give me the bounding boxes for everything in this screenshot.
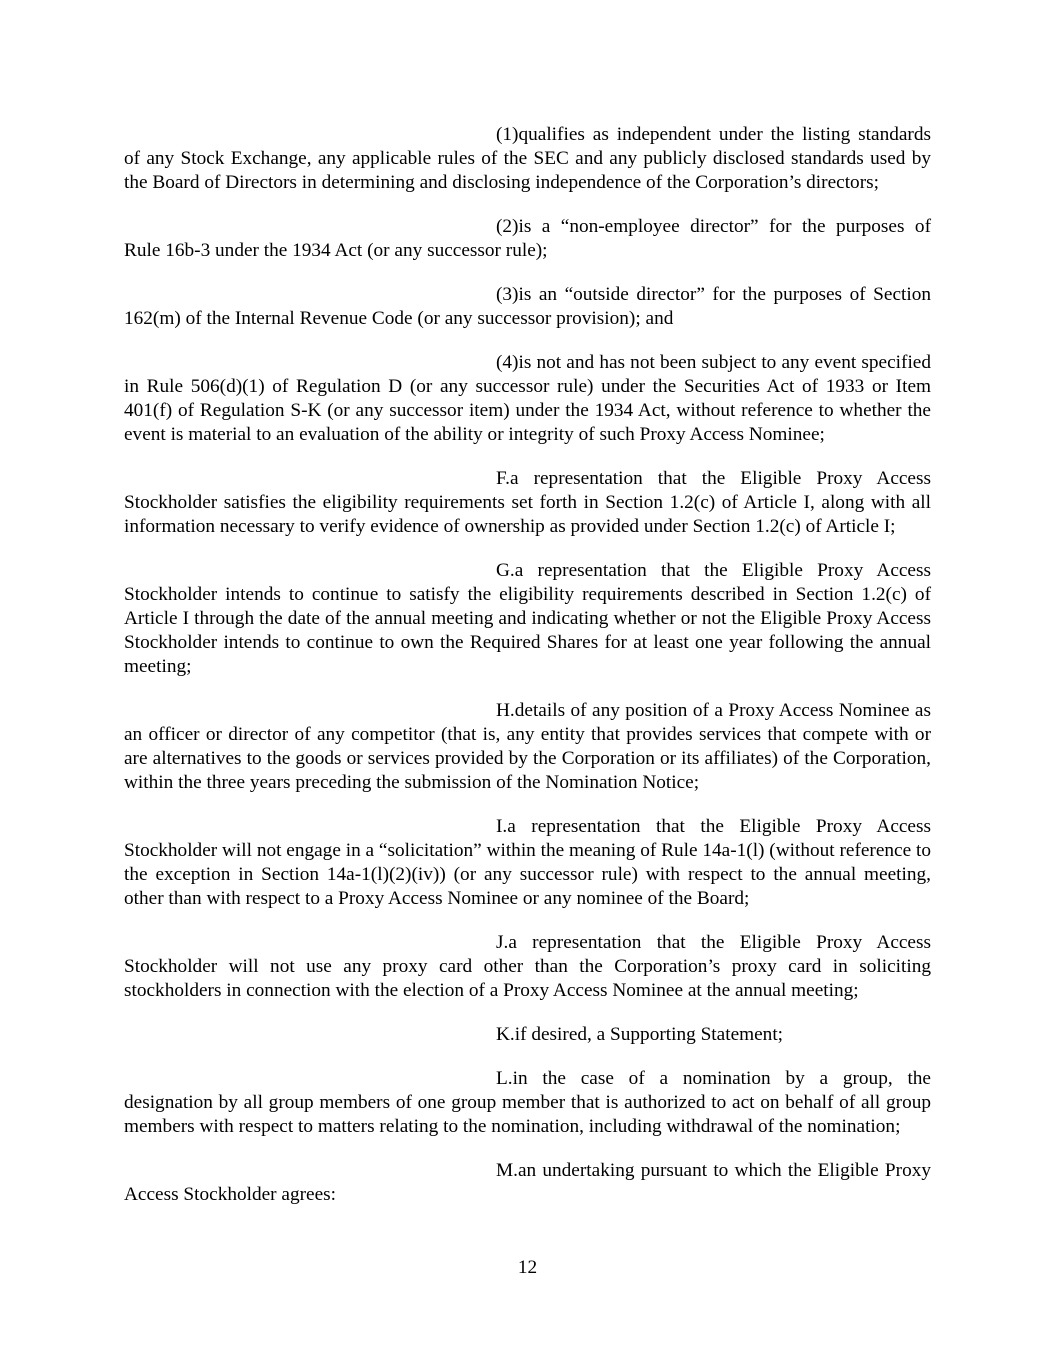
item-label: L.	[496, 1068, 513, 1089]
paragraph-item-g	[124, 559, 931, 679]
item-label: G.	[496, 560, 515, 581]
item-text: is a “non-employee director” for the purposes of Rule 16b-3 under the 1934 Act (or any successor rule);	[124, 216, 931, 261]
item-label: (4)	[496, 352, 519, 373]
item-label: (1)	[496, 124, 519, 145]
page-number: 12	[517, 1257, 538, 1278]
paragraph-item-h	[124, 699, 931, 795]
paragraph-item-3	[124, 283, 931, 331]
item-label: J.	[496, 932, 509, 953]
item-text: is an “outside director” for the purposes of Section 162(m) of the Internal Revenue Code (or any successor provision); and	[124, 284, 931, 329]
paragraph-item-k	[124, 1023, 931, 1047]
item-text: in the case of a nomination by a group, the designation by all group members of one group member that is authorized to act on behalf of all group members with respect to matters relating to the nomination, including withdrawal of the nomination;	[124, 1068, 931, 1137]
paragraph-item-j	[124, 931, 931, 1003]
item-label: I.	[496, 816, 508, 837]
item-text: a representation that the Eligible Proxy Access Stockholder will not use any proxy card other than the Corporation’s proxy card in soliciting stockholders in connection with the election of a Proxy Access Nominee at the annual meeting;	[124, 932, 931, 1001]
item-label: (3)	[496, 284, 519, 305]
item-text: qualifies as independent under the listing standards of any Stock Exchange, any applicable rules of the SEC and any publicly disclosed standards used by the Board of Directors in determining and disclosing independence of the Corporation’s directors;	[124, 124, 931, 193]
item-text: a representation that the Eligible Proxy Access Stockholder intends to continue to satisfy the eligibility requirements described in Section 1.2(c) of Article I through the date of the annual meeting and indicating whether or not the Eligible Proxy Access Stockholder intends to continue to own the Required Shares for at least one year following the annual meeting;	[124, 560, 931, 677]
paragraph-item-2	[124, 215, 931, 263]
item-text: if desired, a Supporting Statement;	[514, 1024, 784, 1045]
item-label: (2)	[496, 216, 519, 237]
item-label: M.	[496, 1160, 518, 1181]
item-text: a representation that the Eligible Proxy Access Stockholder will not engage in a “solicitation” within the meaning of Rule 14a-1(l) (without reference to the exception in Section 14a-1(l)(2)(iv)) (or any successor rule) with respect to the annual meeting, other than with respect to a Proxy Access Nominee or any nominee of the Board;	[124, 816, 931, 909]
document-body	[124, 123, 931, 1227]
item-text: details of any position of a Proxy Access Nominee as an officer or director of any competitor (that is, any entity that provides services that compete with or are alternatives to the goods or services provided by the Corporation or its affiliates) of the Corporation, within the three years preceding the submission of the Nomination Notice;	[124, 700, 931, 793]
paragraph-item-4	[124, 351, 931, 447]
paragraph-item-i	[124, 815, 931, 911]
item-text: a representation that the Eligible Proxy Access Stockholder satisfies the eligibility requirements set forth in Section 1.2(c) of Article I, along with all information necessary to verify evidence of ownership as provided under Section 1.2(c) of Article I;	[124, 468, 931, 537]
paragraph-item-1	[124, 123, 931, 195]
item-label: F.	[496, 468, 510, 489]
paragraph-item-l	[124, 1067, 931, 1139]
item-label: K.	[496, 1024, 515, 1045]
item-label: H.	[496, 700, 515, 721]
item-text: is not and has not been subject to any event specified in Rule 506(d)(1) of Regulation D (or any successor rule) under the Securities Act of 1933 or Item 401(f) of Regulation S-K (or any successor item) under the 1934 Act, without reference to whether the event is material to an evaluation of the ability or integrity of such Proxy Access Nominee;	[124, 352, 931, 445]
paragraph-item-f	[124, 467, 931, 539]
item-text: an undertaking pursuant to which the Eligible Proxy Access Stockholder agrees:	[124, 1160, 931, 1205]
paragraph-item-m	[124, 1159, 931, 1207]
